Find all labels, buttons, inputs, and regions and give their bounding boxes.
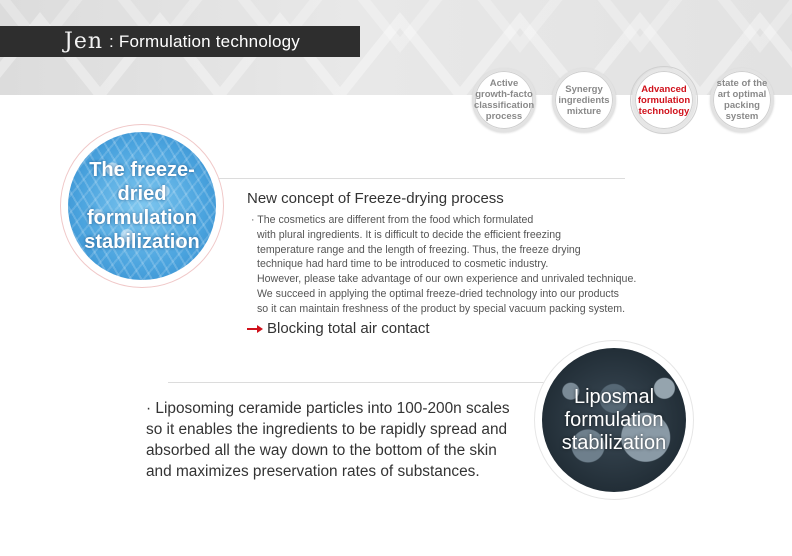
page-title: : Formulation technology xyxy=(109,31,300,51)
description-line: · Liposoming ceramide particles into 100-200n scales xyxy=(146,398,546,419)
particle-image xyxy=(542,348,686,492)
process-steps xyxy=(472,68,777,130)
freeze-dried-label: The freeze-dried formulation stabilization xyxy=(84,159,200,253)
step-active-growth-factor[interactable] xyxy=(472,68,536,132)
divider xyxy=(168,382,558,383)
step-synergy-ingredients[interactable] xyxy=(552,68,616,132)
page-title-bar xyxy=(0,26,360,57)
divider xyxy=(165,178,625,179)
step-label: Active growth-facto classification process xyxy=(474,78,535,122)
description-line: so it enables the ingredients to be rapidly spread and xyxy=(146,421,508,438)
step-label: Advanced formulation technology xyxy=(637,83,691,117)
description-line: · The cosmetics are different from the food which formulated xyxy=(251,213,691,228)
description-line: We succeed in applying the optimal freeze-dried technology into our products xyxy=(257,287,619,300)
description-line: technique had hard time to be introduced to cosmetic industry. xyxy=(257,258,549,271)
description-line: and maximizes preservation rates of substances. xyxy=(146,463,480,480)
liposomal-circle xyxy=(534,340,694,500)
freeze-dried-circle xyxy=(60,124,224,288)
highlight-statement xyxy=(247,320,430,337)
description-line: However, please take advantage of our own experience and unrivaled technique. xyxy=(257,273,637,286)
arrow-right-icon xyxy=(247,324,263,334)
step-optimal-packing[interactable] xyxy=(710,68,774,132)
step-label: Synergy ingredients mixture xyxy=(558,83,610,117)
ice-texture-image xyxy=(68,132,216,280)
brand-logo: Jen xyxy=(64,29,104,54)
liposomal-label: Liposmal formulation stabilization xyxy=(561,385,667,454)
liposome-description xyxy=(146,398,546,482)
step-advanced-formulation[interactable] xyxy=(632,68,696,132)
description-line: with plural ingredients. It is difficult to decide the efficient freezing xyxy=(257,228,562,241)
highlight-text: Blocking total air contact xyxy=(267,320,430,337)
description-line: absorbed all the way down to the bottom of the skin xyxy=(146,442,497,459)
step-label: state of the art optimal packing system xyxy=(716,78,768,122)
concept-title: New concept of Freeze-drying process xyxy=(247,190,504,207)
description-line: temperature range and the length of freezing. Thus, the freeze drying xyxy=(257,243,581,256)
concept-description xyxy=(251,213,691,317)
description-line: so it can maintain freshness of the product by special vacuum packing system. xyxy=(257,302,626,315)
